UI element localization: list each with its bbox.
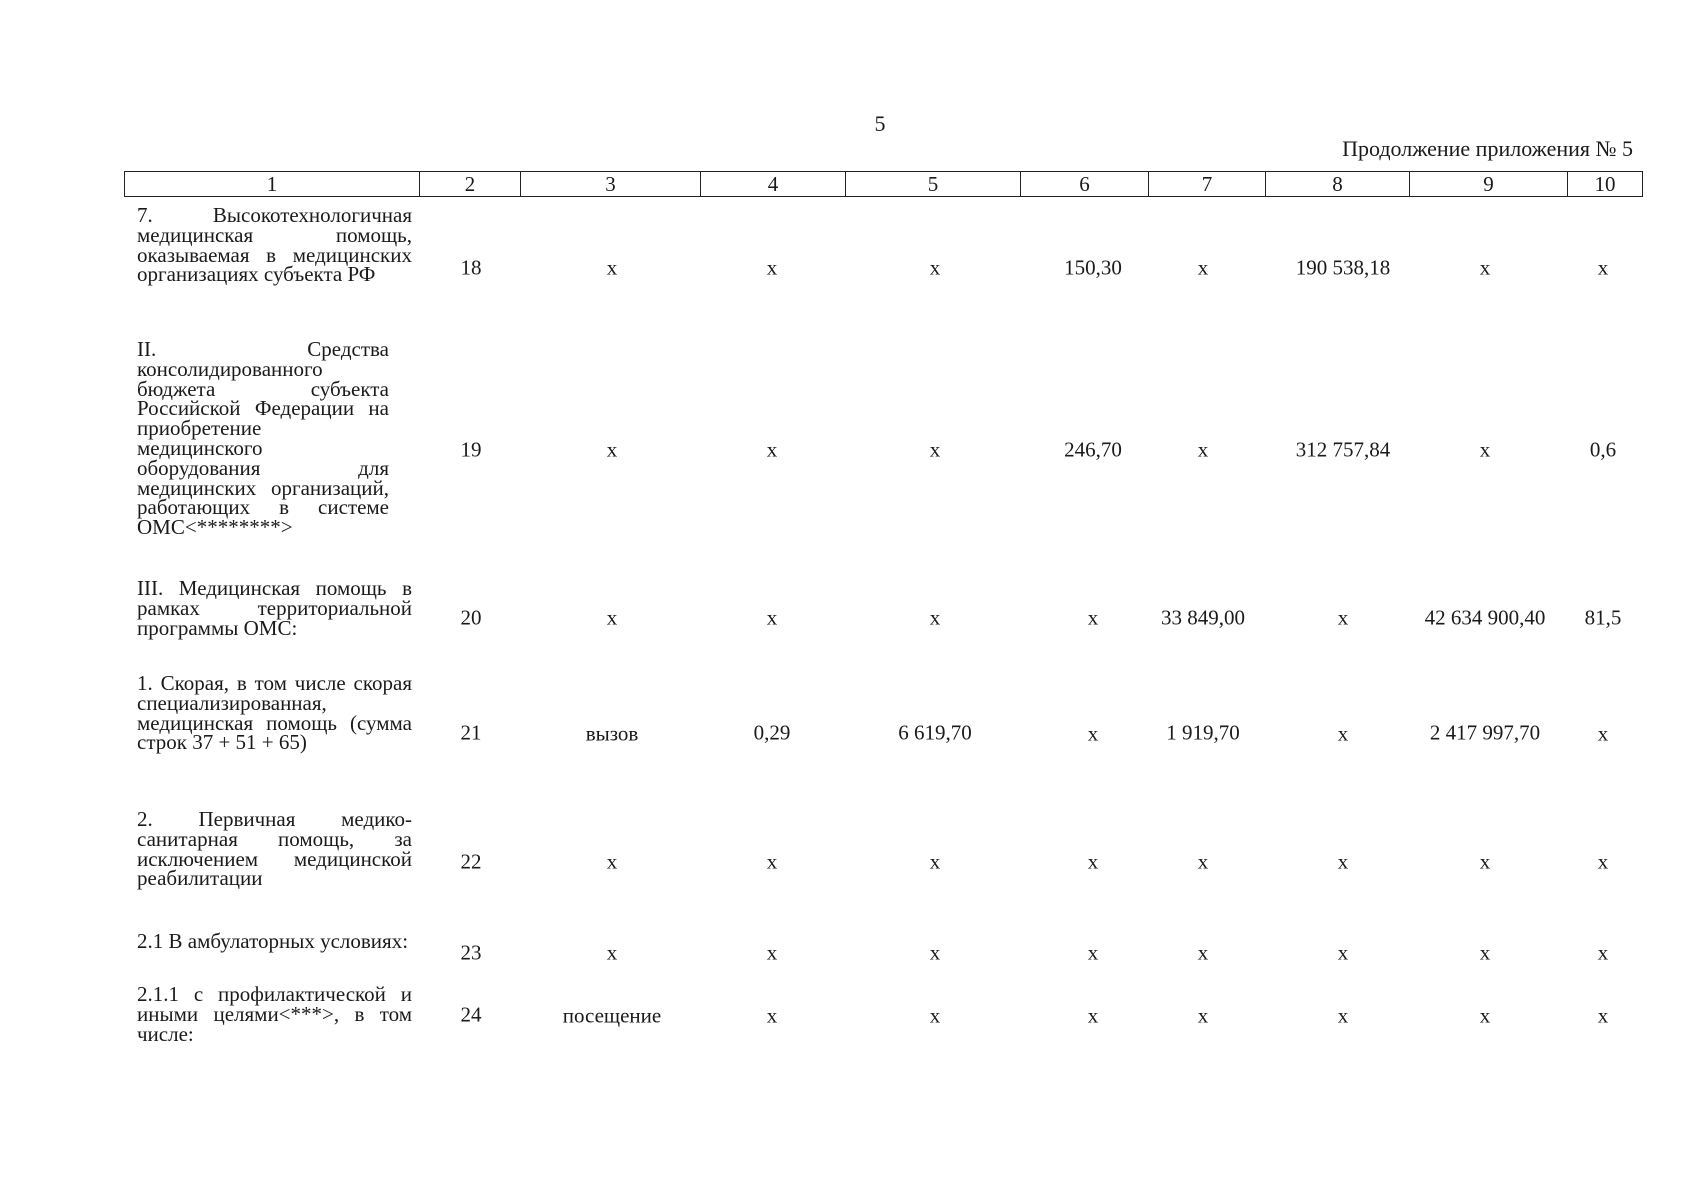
row-cell: x (766, 940, 778, 965)
row-cell: 150,30 (1064, 255, 1122, 280)
row-cell: x (766, 255, 778, 280)
column-number: 9 (1410, 172, 1568, 197)
row-label: 2.1.1 с профилактической и иными целями<***>, в том числе: (137, 982, 412, 1046)
row-cell: 6 619,70 (898, 720, 972, 745)
row-cell: x (1597, 849, 1609, 874)
row-cell: x (1337, 605, 1349, 630)
row-cell: посещение (562, 1003, 662, 1028)
row-cell: x (1087, 1003, 1099, 1028)
row-cell: x (1479, 437, 1491, 462)
row-cell: 18 (460, 255, 482, 280)
row-cell: x (1087, 940, 1099, 965)
row-cell: x (929, 437, 941, 462)
row-cell: 19 (460, 437, 482, 462)
row-label: III. Медицинская помощь в рамках территориальной программы ОМС: (137, 576, 412, 640)
row-cell: x (1337, 849, 1349, 874)
column-number: 4 (701, 172, 846, 197)
row-cell: x (1479, 940, 1491, 965)
row-cell: x (1087, 849, 1099, 874)
row-cell: 312 757,84 (1295, 437, 1391, 462)
row-cell: x (1337, 721, 1349, 746)
row-cell: x (1197, 940, 1209, 965)
row-cell: x (1337, 1003, 1349, 1028)
row-label: 2.1 В амбулаторных условиях: (137, 929, 409, 953)
row-cell: x (929, 849, 941, 874)
row-cell: 42 634 900,40 (1424, 605, 1546, 630)
row-cell: 190 538,18 (1295, 255, 1391, 280)
row-cell: вызов (585, 721, 639, 746)
row-cell: x (606, 437, 618, 462)
row-cell: x (606, 940, 618, 965)
column-number-header (124, 171, 1643, 197)
column-number: 10 (1568, 172, 1643, 197)
row-cell: x (766, 849, 778, 874)
row-cell: x (1087, 721, 1099, 746)
row-cell: 0,6 (1589, 437, 1617, 462)
row-cell: 20 (460, 605, 482, 630)
row-cell: x (929, 255, 941, 280)
row-cell: x (1597, 1003, 1609, 1028)
row-cell: x (1479, 1003, 1491, 1028)
row-cell: x (606, 255, 618, 280)
row-cell: x (766, 437, 778, 462)
row-cell: x (1597, 940, 1609, 965)
row-cell: 0,29 (753, 720, 791, 745)
row-cell: 81,5 (1584, 605, 1622, 630)
row-cell: x (1087, 605, 1099, 630)
row-cell: x (766, 1003, 778, 1028)
row-cell: x (1197, 437, 1209, 462)
row-cell: 24 (460, 1002, 482, 1027)
column-number: 8 (1266, 172, 1410, 197)
row-cell: x (1479, 849, 1491, 874)
row-label: 7. Высокотехнологичная медицинская помощь, оказываемая в медицинских организациях субъекта РФ (137, 203, 412, 287)
row-cell: x (766, 605, 778, 630)
row-cell: x (1197, 849, 1209, 874)
row-cell: 246,70 (1064, 437, 1122, 462)
row-cell: x (1597, 721, 1609, 746)
row-cell: 21 (460, 720, 482, 745)
row-cell: x (1197, 1003, 1209, 1028)
column-number: 1 (125, 172, 420, 197)
row-cell: x (929, 605, 941, 630)
column-number: 5 (846, 172, 1021, 197)
column-number: 3 (521, 172, 701, 197)
row-cell: x (1337, 940, 1349, 965)
column-number: 2 (420, 172, 521, 197)
row-cell: x (1197, 255, 1209, 280)
row-cell: x (606, 849, 618, 874)
continuation-label: Продолжение приложения № 5 (1342, 136, 1633, 161)
row-label: II. Средства консолидированного бюджета субъекта Российской Федерации на приобретение медицинского оборудования для медицинских организаций, работающих в системе ОМС<********> (137, 337, 389, 540)
row-cell: 2 417 997,70 (1429, 720, 1541, 745)
row-cell: 23 (460, 940, 482, 965)
row-label: 1. Скорая, в том числе скорая специализированная, медицинская помощь (сумма строк 37 + 51 + 65) (137, 671, 412, 755)
row-cell: 33 849,00 (1161, 605, 1245, 630)
column-number: 6 (1021, 172, 1149, 197)
row-cell: x (1597, 255, 1609, 280)
row-cell: 1 919,70 (1166, 720, 1240, 745)
row-cell: x (929, 940, 941, 965)
column-number: 7 (1149, 172, 1266, 197)
row-cell: 22 (460, 849, 482, 874)
row-cell: x (929, 1003, 941, 1028)
page-number: 5 (874, 111, 886, 136)
row-label: 2. Первичная медико-санитарная помощь, за исключением медицинской реабилитации (137, 807, 412, 891)
row-cell: x (1479, 255, 1491, 280)
row-cell: x (606, 605, 618, 630)
